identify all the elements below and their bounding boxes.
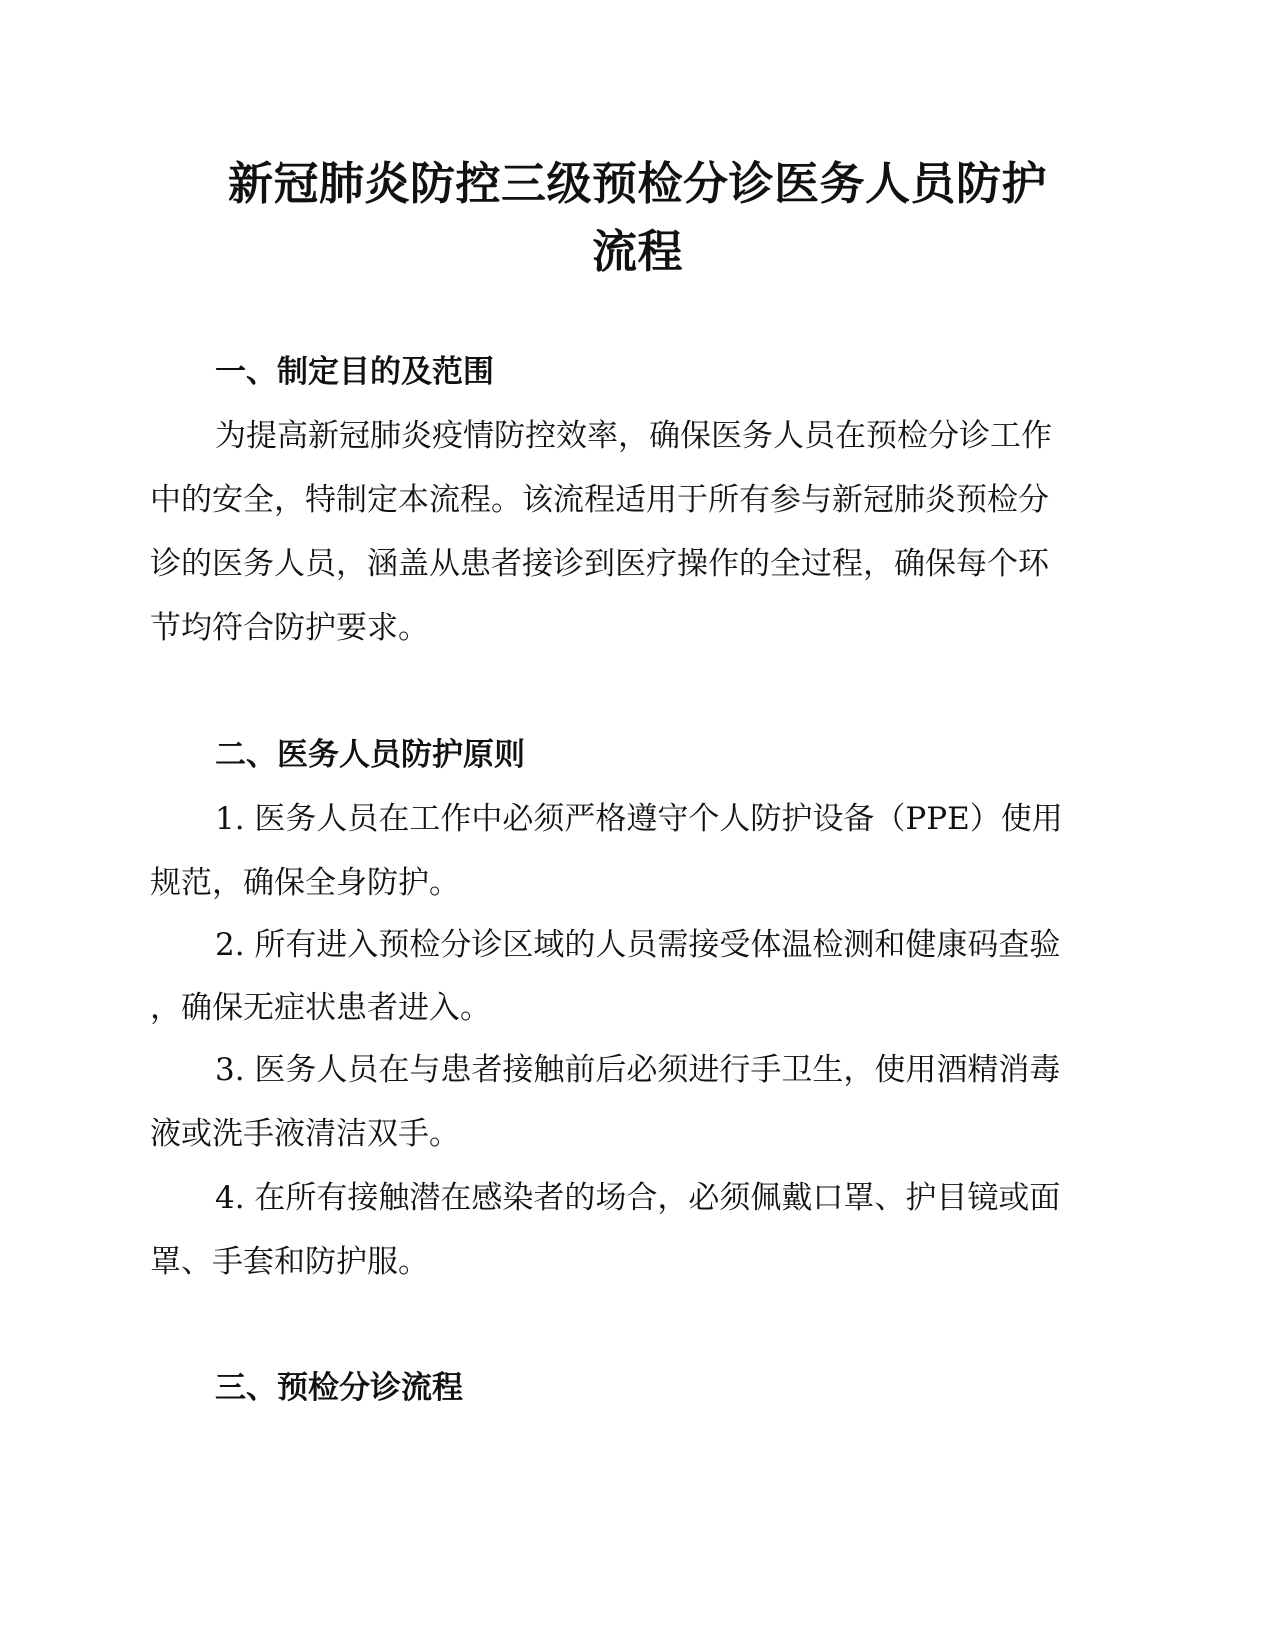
list-item-line: 液或洗手液清洁双手。 (150, 1116, 460, 1152)
section-heading-triage-process: 三、预检分诊流程 (215, 1370, 463, 1406)
list-item-line: 罩、手套和防护服。 (150, 1244, 429, 1280)
document-title-line-1: 新冠肺炎防控三级预检分诊医务人员防护 (227, 157, 1047, 210)
paragraph-line: 诊的医务人员，涵盖从患者接诊到医疗操作的全过程，确保每个环 (150, 546, 1049, 582)
paragraph-line: 为提高新冠肺炎疫情防控效率，确保医务人员在预检分诊工作 (215, 418, 1052, 454)
list-item-line: 1. 医务人员在工作中必须严格遵守个人防护设备（PPE）使用 (215, 801, 1063, 837)
list-item-line: 3. 医务人员在与患者接触前后必须进行手卫生，使用酒精消毒 (215, 1052, 1061, 1088)
paragraph-line: 中的安全，特制定本流程。该流程适用于所有参与新冠肺炎预检分 (150, 482, 1049, 518)
paragraph-line: 节均符合防护要求。 (150, 610, 429, 646)
list-item-line: ，确保无症状患者进入。 (150, 990, 491, 1026)
document-title-line-2: 流程 (591, 225, 683, 278)
list-item-line: 4. 在所有接触潜在感染者的场合，必须佩戴口罩、护目镜或面 (215, 1180, 1061, 1216)
list-item-line: 规范，确保全身防护。 (150, 865, 460, 901)
section-heading-principles: 二、医务人员防护原则 (215, 737, 525, 773)
list-item-line: 2. 所有进入预检分诊区域的人员需接受体温检测和健康码查验 (215, 927, 1061, 963)
section-heading-purpose: 一、制定目的及范围 (215, 354, 494, 390)
